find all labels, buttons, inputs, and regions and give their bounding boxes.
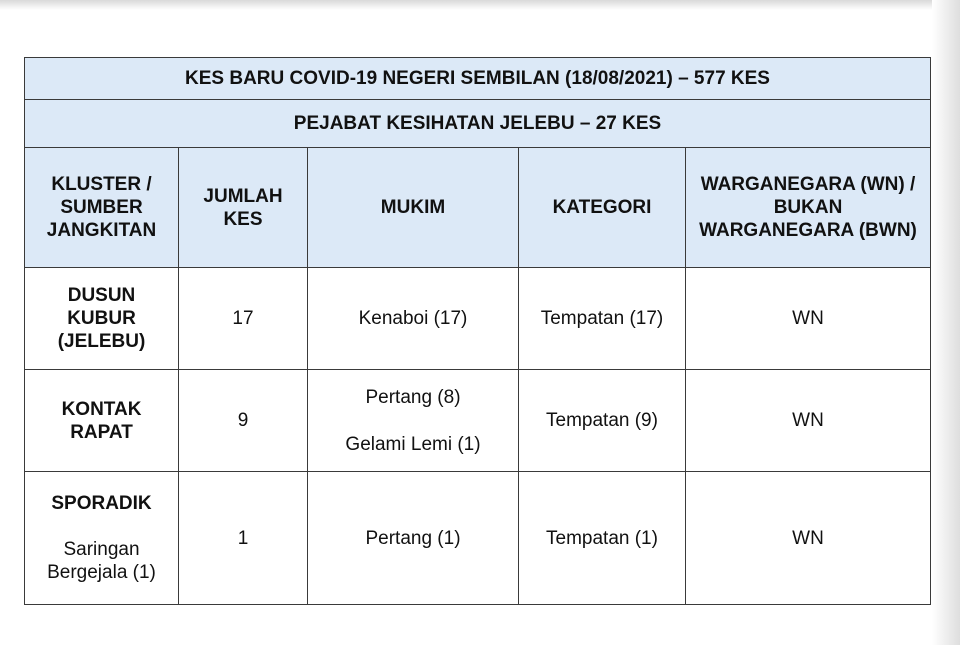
warganegara-cell: WN [686,472,931,605]
kluster-note: Saringan Bergejala (1) [47,539,156,583]
table-title-row [25,58,931,100]
column-header-warganegara: WARGANEGARA (WN) / BUKAN WARGANEGARA (BWN) [686,148,931,268]
column-header-kategori: KATEGORI [519,148,686,268]
right-shadow [932,0,960,645]
column-header-mukim: MUKIM [308,148,519,268]
table-row [25,472,931,605]
kluster-cell: DUSUN KUBUR (JELEBU) [25,268,179,370]
mukim-cell [308,370,519,472]
kluster-cell [25,472,179,605]
mukim-entry: Gelami Lemi (1) [345,433,481,455]
column-header-kluster: KLUSTER / SUMBER JANGKITAN [25,148,179,268]
mukim-cell: Kenaboi (17) [308,268,519,370]
warganegara-cell: WN [686,268,931,370]
mukim-entry: Pertang (8) [365,386,461,408]
table-title: KES BARU COVID-19 NEGERI SEMBILAN (18/08/2021) – 577 KES [25,58,931,100]
jumlah-cell: 1 [179,472,308,605]
table-row [25,370,931,472]
kluster-cell: KONTAK RAPAT [25,370,179,472]
kluster-name: SPORADIK [51,493,152,514]
covid-cases-table [24,57,931,605]
warganegara-cell: WN [686,370,931,472]
kluster-spacer [41,515,162,538]
column-header-jumlah: JUMLAH KES [179,148,308,268]
table-subtitle-row [25,100,931,148]
kategori-cell: Tempatan (17) [519,268,686,370]
table-subtitle: PEJABAT KESIHATAN JELEBU – 27 KES [25,100,931,148]
mukim-cell: Pertang (1) [308,472,519,605]
kategori-cell: Tempatan (1) [519,472,686,605]
top-shadow [0,0,960,10]
jumlah-cell: 17 [179,268,308,370]
jumlah-cell: 9 [179,370,308,472]
table-row [25,268,931,370]
table-header-row [25,148,931,268]
kategori-cell: Tempatan (9) [519,370,686,472]
